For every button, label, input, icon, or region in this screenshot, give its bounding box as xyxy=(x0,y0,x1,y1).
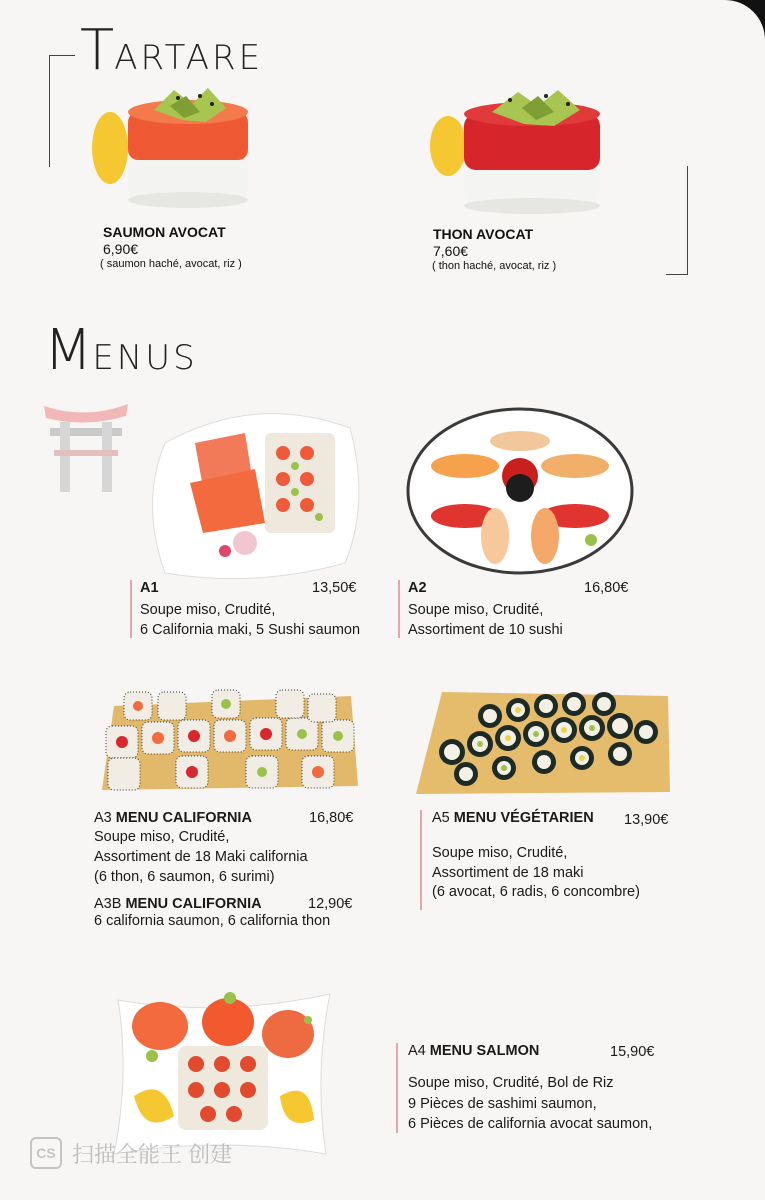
menu-a2-image xyxy=(405,406,635,576)
menu-a5-line-1: Soupe miso, Crudité, xyxy=(432,845,568,861)
menu-a1-accent-line xyxy=(130,580,132,638)
menu-a3b-name: MENU CALIFORNIA xyxy=(125,896,262,912)
menu-a3-name: MENU CALIFORNIA xyxy=(115,810,252,826)
menu-a1-line-1: Soupe miso, Crudité, xyxy=(140,602,276,618)
menu-a5-name: MENU VÉGÉTARIEN xyxy=(453,810,594,826)
menu-a4-line-3: 6 Pièces de california avocat saumon, xyxy=(408,1116,653,1132)
menu-a5-line-2: Assortiment de 18 maki xyxy=(432,865,584,881)
menu-a1-code xyxy=(140,578,159,598)
menu-a1-line-2: 6 California maki, 5 Sushi saumon xyxy=(140,622,361,638)
menu-a2-accent-line xyxy=(398,580,400,638)
menu-a3-price: 16,80€ xyxy=(309,810,354,826)
tartare-bracket-right xyxy=(666,166,688,275)
thon-avocat-name: THON AVOCAT xyxy=(433,226,534,242)
menu-a4-image xyxy=(104,986,336,1162)
menu-a3b-line-1: 6 california saumon, 6 california thon xyxy=(94,913,331,929)
menu-a5-image xyxy=(414,690,672,796)
menu-a5-line-3: (6 avocat, 6 radis, 6 concombre) xyxy=(432,884,640,900)
menu-a2-line-1: Soupe miso, Crudité, xyxy=(408,602,544,618)
menu-a3-code: A3 xyxy=(94,810,112,826)
menu-a3-heading xyxy=(94,808,252,828)
camscanner-text: 扫描全能王 创建 xyxy=(72,1141,233,1167)
menu-a5-code: A5 xyxy=(432,810,450,826)
thon-avocat-image xyxy=(428,86,623,216)
menus-title-rest: ENUS xyxy=(92,338,198,378)
tartare-bracket-left xyxy=(49,55,75,167)
menu-a1-price: 13,50€ xyxy=(312,580,357,596)
menu-a3-image xyxy=(96,686,361,798)
saumon-avocat-price: 6,90€ xyxy=(103,241,139,257)
thon-avocat-price: 7,60€ xyxy=(433,243,469,259)
tartare-title-initial: T xyxy=(80,18,115,83)
menu-a3-line-3: (6 thon, 6 saumon, 6 surimi) xyxy=(94,869,275,885)
tartare-title xyxy=(80,18,263,83)
menu-a1-image xyxy=(145,403,365,583)
saumon-avocat-desc: ( saumon haché, avocat, riz ) xyxy=(100,258,242,270)
menus-title-initial: M xyxy=(44,318,93,383)
camscanner-badge: CS xyxy=(30,1137,62,1169)
menu-a4-line-1: Soupe miso, Crudité, Bol de Riz xyxy=(408,1075,614,1091)
menu-a5-price: 13,90€ xyxy=(624,812,669,828)
menu-a3-line-1: Soupe miso, Crudité, xyxy=(94,829,230,845)
menus-title xyxy=(44,318,198,383)
menu-a3b-code: A3B xyxy=(94,896,122,912)
torii-gate-icon xyxy=(40,398,132,496)
camscanner-watermark xyxy=(30,1137,232,1169)
saumon-avocat-name: SAUMON AVOCAT xyxy=(103,224,226,240)
menu-a3b-price: 12,90€ xyxy=(308,896,353,912)
menu-a1-code-text: A1 xyxy=(140,580,159,596)
menu-a4-heading xyxy=(408,1041,539,1061)
menu-a4-price: 15,90€ xyxy=(610,1044,655,1060)
menu-a4-accent-line xyxy=(396,1043,398,1133)
menu-a2-code xyxy=(408,578,427,598)
menu-a4-code: A4 xyxy=(408,1043,426,1059)
thon-avocat-desc: ( thon haché, avocat, riz ) xyxy=(432,260,557,272)
menu-a4-line-2: 9 Pièces de sashimi saumon, xyxy=(408,1096,597,1112)
menu-a5-accent-line xyxy=(420,810,422,910)
saumon-avocat-image xyxy=(88,82,268,212)
menu-a2-code-text: A2 xyxy=(408,580,427,596)
menu-a3-line-2: Assortiment de 18 Maki california xyxy=(94,849,308,865)
menu-a2-line-2: Assortiment de 10 sushi xyxy=(408,622,563,638)
menu-a4-name: MENU SALMON xyxy=(429,1043,540,1059)
menu-a5-heading xyxy=(432,808,594,828)
tartare-title-rest: ARTARE xyxy=(114,38,264,78)
menu-a2-price: 16,80€ xyxy=(584,580,629,596)
